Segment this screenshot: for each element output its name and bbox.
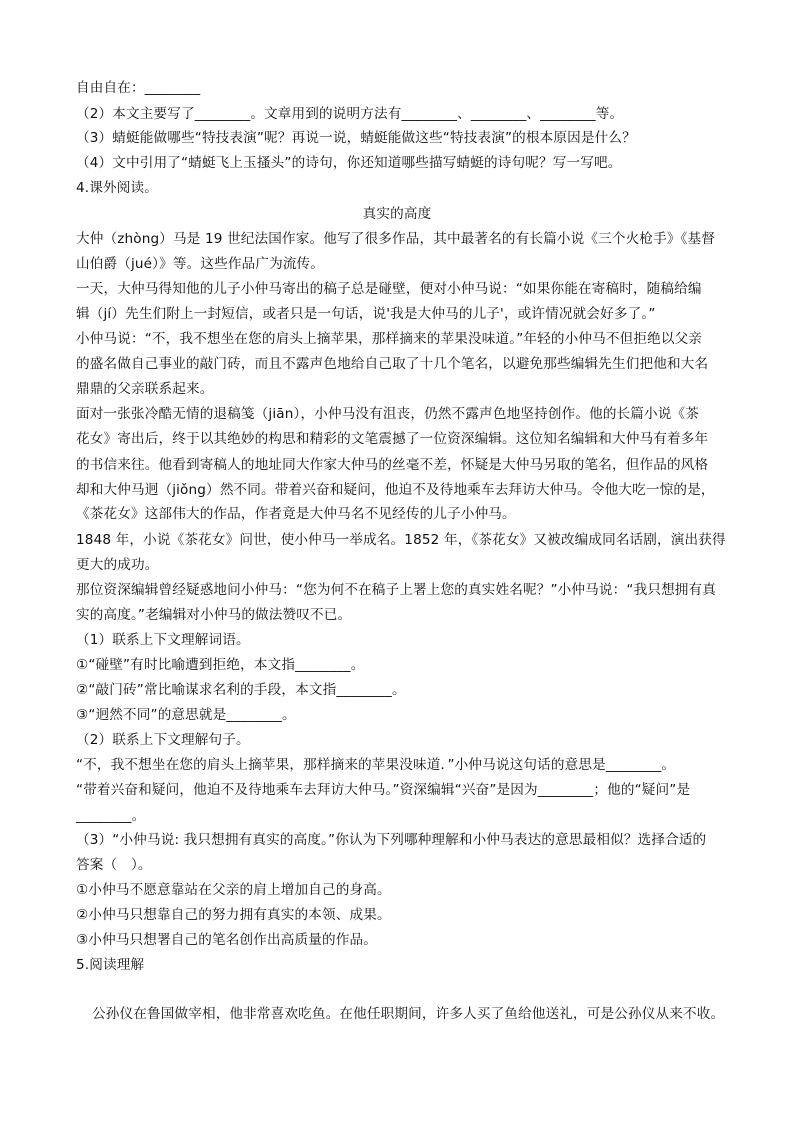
paragraph-line: 1848 年，小说《茶花女》问世，使小仲马一举成名。1852 年，《茶花女》又被改编成同名话剧，演出获得 [76, 532, 726, 548]
paragraph-line: 小仲马说：“不，我不想坐在您的肩头上摘苹果，那样摘来的苹果没味道。”年轻的小仲马不但拒绝以父亲 [76, 331, 703, 347]
paragraph-line: 花女》寄出后，终于以其绝妙的构思和精彩的文笔震撼了一位资深编辑。这位知名编辑和大仲马有着多年 [76, 431, 709, 447]
question-2: （2）本文主要写了________。文章用到的说明方法有________、________、________等。 [76, 106, 624, 122]
subquestion-2-item-1: “不，我不想坐在您的肩头上摘苹果，那样摘来的苹果没味道．”小仲马说这句话的意思是________。 [76, 757, 676, 773]
article-title: 真实的高度 [362, 206, 432, 222]
paragraph-line: 辑（jí）先生们附上一封短信，或者只是一句话，说'我是大仲马的儿子'，或许情况就会好多了。” [76, 306, 656, 322]
option-1: ①小仲马不愿意靠站在父亲的肩上增加自己的身高。 [76, 882, 391, 898]
paragraph-line: 那位资深编辑曾经疑惑地问小仲马：“您为何不在稿子上署上您的真实姓名呢？”小仲马说：“我只想拥有真 [76, 582, 717, 598]
question-3: （3）蜻蜓能做哪些“特技表演”呢？再说一说，蜻蜓能做这些“特技表演”的根本原因是什么？ [76, 130, 636, 146]
paragraph-line: 更大的成功。 [76, 557, 159, 573]
subquestion-2: （2）联系上下文理解句子。 [76, 732, 250, 748]
subquestion-1: （1）联系上下文理解词语。 [76, 632, 250, 648]
section-5-heading: 5.阅读理解 [76, 957, 145, 973]
option-3: ③小仲马只想署自己的笔名创作出高质量的作品。 [76, 932, 377, 948]
paragraph-line: 实的高度。”老编辑对小仲马的做法赞叹不已。 [76, 607, 352, 623]
paragraph-line: 的盛名做自己事业的敲门砖，而且不露声色地给自己取了十几个笔名，以避免那些编辑先生们把他和大名 [76, 356, 709, 372]
paragraph-line: 面对一张张冷酷无情的退稿笺（jiān），小仲马没有沮丧，仍然不露声色地坚持创作。他的长篇小说《茶 [76, 406, 700, 422]
paragraph-line: 鼎鼎的父亲联系起来。 [76, 381, 214, 397]
paragraph-line: 的书信来往。他看到寄稿人的地址同大作家大仲马的丝毫不差，怀疑是大仲马另取的笔名，但作品的风格 [76, 457, 709, 473]
subquestion-1-item-1: ①“碰壁”有时比喻遭到拒绝，本文指________。 [76, 657, 365, 673]
question-4: （4）文中引用了“蜻蜓飞上玉搔头”的诗句，你还知道哪些描写蜻蜓的诗句呢？写一写吧。 [76, 155, 622, 171]
section-4-heading: 4.课外阅读。 [76, 180, 158, 196]
paragraph-line: 大仲（zhòng）马是 19 世纪法国作家。他写了很多作品，其中最著名的有长篇小说《三个火枪手》《基督 [76, 231, 716, 247]
paragraph-line: 《茶花女》这部伟大的作品，作者竟是大仲马名不见经传的儿子小仲马。 [76, 506, 516, 522]
section-5-paragraph: 公孙仪在鲁国做宰相，他非常喜欢吃鱼。在他任职期间，许多人买了鱼给他送礼，可是公孙仪从来不收。 [92, 1006, 725, 1022]
subquestion-2-item-2: “带着兴奋和疑问，他迫不及待地乘车去拜访大仲马。”资深编辑“兴奋”是因为________；他的“疑问”是 [76, 782, 691, 798]
answer-line-ziyouzizai: 自由自在：________ [76, 80, 201, 96]
paragraph-line: 一天，大仲马得知他的儿子小仲马寄出的稿子总是碰壁，便对小仲马说：“如果你能在寄稿时，随稿给编 [76, 281, 702, 297]
paragraph-line: 却和大仲马迥（jiǒng）然不同。带着兴奋和疑问，他迫不及待地乘车去拜访大仲马。令他大吃一惊的是， [76, 482, 715, 498]
paragraph-line: 山伯爵（jué）》等。这些作品广为流传。 [76, 256, 325, 272]
subquestion-3: （3）“小仲马说: 我只想拥有真实的高度。”你认为下列哪种理解和小仲马表达的意思最相似？选择合适的 [76, 832, 707, 848]
subquestion-2-item-2-cont: ________。 [76, 808, 146, 824]
subquestion-1-item-3: ③“迥然不同”的意思就是________。 [76, 707, 296, 723]
subquestion-1-item-2: ②“敲门砖”常比喻谋求名利的手段，本文指________。 [76, 682, 406, 698]
subquestion-3-cont: 答案（ ）。 [76, 857, 152, 873]
option-2: ②小仲马只想靠自己的努力拥有真实的本领、成果。 [76, 907, 391, 923]
